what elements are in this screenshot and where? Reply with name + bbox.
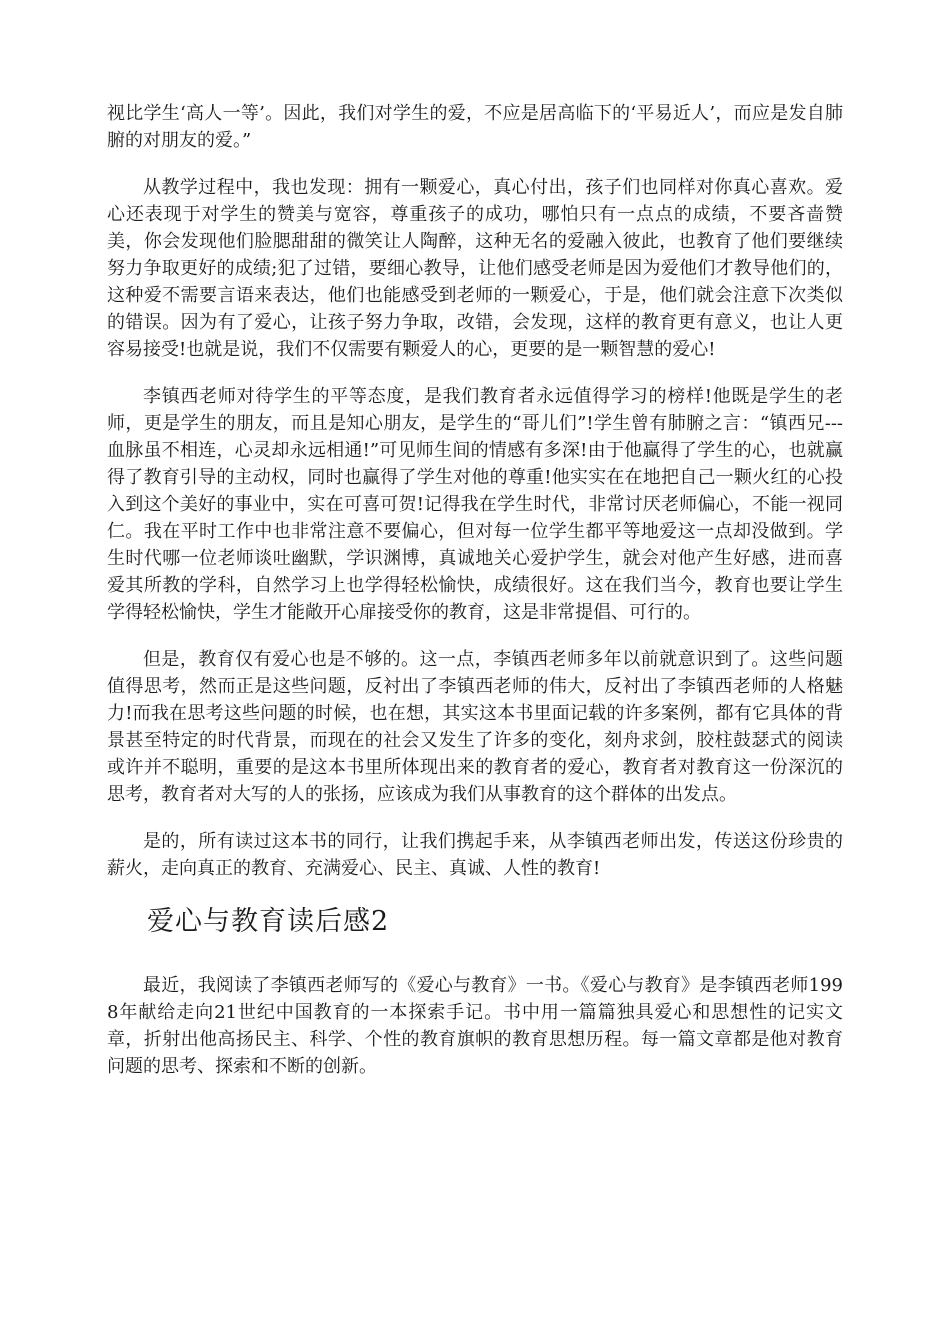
paragraph-love-not-enough: 但是，教育仅有爱心也是不够的。这一点，李镇西老师多年以前就意识到了。这些问题值得思考，然而正是这些问题，反衬出了李镇西老师的伟大，反衬出了李镇西老师的人格魅力!而我在思考这些问题的时候，也在想，其实这本书里面记载的许多案例，都有它具体的背景甚至特定的时代背景，而现在的社会又发生了许多的变化，刻舟求剑，胶柱鼓瑟式的阅读或许并不聪明，重要的是这本书里所体现出来的教育者的爱心，教育者对教育这一份深沉的思考，教育者对大写的人的张扬，应该成为我们从事教育的这个群体的出发点。 <box>107 649 843 805</box>
paragraph-conclusion: 是的，所有读过这本书的同行，让我们携起手来，从李镇西老师出发，传送这份珍贵的薪火，走向真正的教育、充满爱心、民主、真诚、人性的教育! <box>107 831 843 879</box>
document-page <box>107 100 843 1100</box>
paragraph-continuation: 视比学生‘高人一等’。因此，我们对学生的爱，不应是居高临下的‘平易近人’，而应是发自肺腑的对朋友的爱。” <box>107 103 843 151</box>
section-heading: 爱心与教育读后感2 <box>147 906 390 937</box>
paragraph-equal-attitude: 李镇西老师对待学生的平等态度，是我们教育者永远值得学习的榜样!他既是学生的老师，更是学生的朋友，而且是知心朋友，是学生的“哥儿们”!学生曾有肺腑之言：“镇西兄---血脉虽不相连，心灵却永远相通!”可见师生间的情感有多深!由于他赢得了学生的心，也就赢得了教育引导的主动权，同时也赢得了学生对他的尊重!他实实在在地把自己一颗火红的心投入到这个美好的事业中，实在可喜可贺!记得我在学生时代，非常讨厌老师偏心，不能一视同仁。我在平时工作中也非常注意不要偏心，但对每一位学生都平等地爱这一点却没做到。学生时代哪一位老师谈吐幽默，学识渊博，真诚地关心爱护学生，就会对他产生好感，进而喜爱其所教的学科，自然学习上也学得轻松愉快，成绩很好。这在我们当今，教育也要让学生学得轻松愉快，学生才能敞开心扉接受你的教育，这是非常提倡、可行的。 <box>107 386 843 623</box>
paragraph-intro-part2: 最近，我阅读了李镇西老师写的《爱心与教育》一书。《爱心与教育》是李镇西老师1998年献给走向21世纪中国教育的一本探索手记。书中用一篇篇独具爱心和思想性的记实文章，折射出他高扬民主、科学、个性的教育旗帜的教育思想历程。每一篇文章都是他对教育问题的思考、探索和不断的创新。 <box>107 975 843 1077</box>
paragraph-teaching-process: 从教学过程中，我也发现：拥有一颗爱心，真心付出，孩子们也同样对你真心喜欢。爱心还表现于对学生的赞美与宽容，尊重孩子的成功，哪怕只有一点点的成绩，不要吝啬赞美，你会发现他们脸腮甜甜的微笑让人陶醉，这种无名的爱融入彼此，也教育了他们要继续努力争取更好的成绩;犯了过错，要细心教导，让他们感受老师是因为爱他们才教导他们的，这种爱不需要言语来表达，他们也能感受到老师的一颗爱心，于是，他们就会注意下次类似的错误。因为有了爱心，让孩子努力争取，改错，会发现，这样的教育更有意义，也让人更容易接受!也就是说，我们不仅需要有颗爱人的心，更要的是一颗智慧的爱心! <box>107 177 843 360</box>
